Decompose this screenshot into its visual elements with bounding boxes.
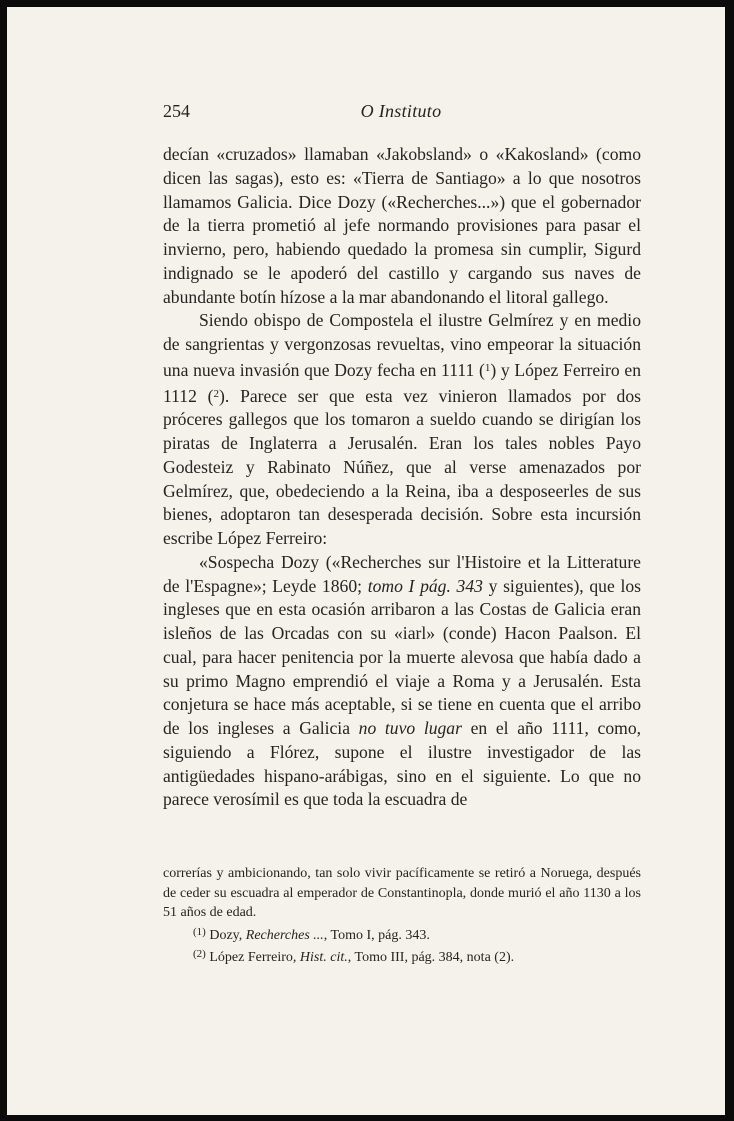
book-page: [7, 7, 725, 1115]
paragraph-2: Siendo obispo de Compostela el ilustre Gelmírez y en medio de sangrientas y vergonzosas revueltas, vino empeorar la situación una nueva invasión que Dozy fecha en 1111 ($^1$) y López Ferreiro en 1112 ($^2$). Parece ser que esta vez vinieron llamados por dos próceres gallegos que los tomaron a sueldo cuando se dirigían los piratas de Inglaterra a Jerusalén. Eran los tales nobles Payo Godesteiz y Rabinato Núñez, que al verse amenazados por Gelmírez, que, obedeciendo a la Reina, iba a desposeerles de sus bienes, adoptaron tan desesperada decisión. Sobre esta incursión escribe López Ferreiro:: [163, 310, 641, 548]
paragraph-3-quote: «Sospecha Dozy («Recherches sur l'Histoire et la Litterature de l'Espagne»; Leyde 1860; tomo I pág. 343 y siguientes), que los ingleses que en esta ocasión arribaron a las Costas de Galicia eran isleños de las Orcadas con su «iarl» (conde) Hacon Paalson. El cual, para hacer penitencia por la muerte alevosa que había dado a su primo Magno emprendió el viaje a Roma y a Jerusalén. Esta conjetura se hace más aceptable, si se tiene en cuenta que el arribo de los ingleses a Galicia no tuvo lugar en el año 1111, como, siguiendo a Flórez, supone el ilustre investigador de las antigüedades hispano-arábigas, sino en el siguiente. Lo que no parece verosímil es que toda la escuadra de: [163, 551, 642, 810]
page-number: 254: [163, 101, 190, 121]
paragraph-1: decían «cruzados» llamaban «Jakobsland» o «Kakosland» (como dicen las sagas), esto es: «Tierra de Santiago» a lo que nosotros llamamos Galicia. Dice Dozy («Recherches...») que el gobernador de la tierra prometió al jefe normando provisiones para pasar el invierno, pero, habiendo quedado la promesa sin cumplir, Sigurd indignado se le apoderó del castillo y cargando sus naves de abundante botín hízose a la mar abandonando el litoral gallego.: [163, 144, 641, 307]
footnote-ref-1: 1: [484, 361, 491, 374]
main-text: [163, 143, 641, 812]
footnote-1: $^{(1)}$ Dozy, Recherches ..., Tomo I, pág. 343.: [193, 925, 430, 943]
running-header: [163, 101, 639, 123]
footnote-ref-2: 2: [213, 387, 220, 400]
footnotes: [163, 864, 641, 968]
running-title: O Instituto: [360, 101, 442, 121]
footnote-2: $^{(2)}$ López Ferreiro, Hist. cit., Tomo III, pág. 384, nota (2).: [193, 948, 515, 965]
footnote-continuation: correrías y ambicionando, tan solo vivir pacíficamente se retiró a Noruega, después de ceder su escuadra al emperador de Constantinopla, donde murió el año 1130 a los 51 años de edad.: [163, 866, 641, 920]
